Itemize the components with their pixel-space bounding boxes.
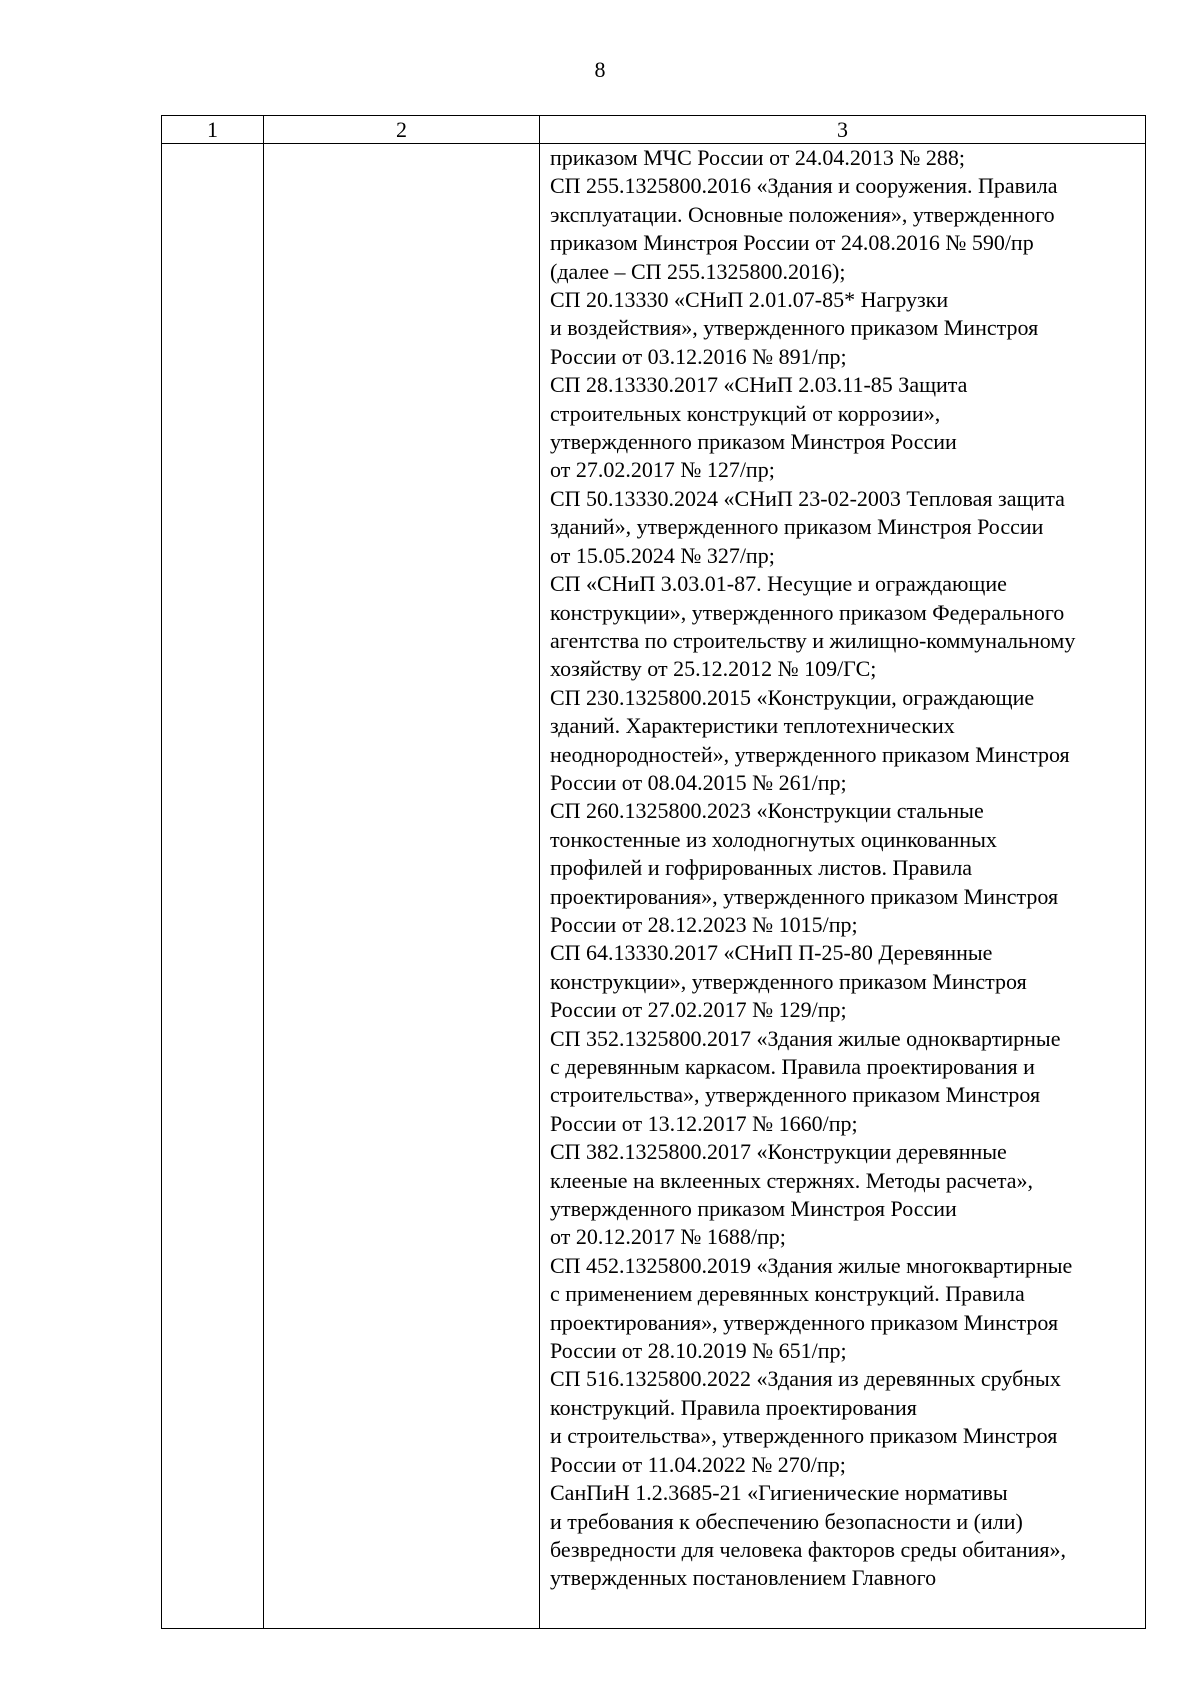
text-line: от 20.12.2017 № 1688/пр; [550,1224,786,1250]
cell-col-1 [162,144,264,1629]
text-line: России от 28.10.2019 № 651/пр; [550,1338,847,1364]
text-line: СП 20.13330 «СНиП 2.01.07-85* Нагрузки [550,287,949,313]
page-number: 8 [594,57,606,82]
text-line: профилей и гофрированных листов. Правила [550,855,973,881]
text-line: России от 11.04.2022 № 270/пр; [550,1451,846,1477]
column-header-3: 3 [540,116,1146,144]
text-line: России от 27.02.2017 № 129/пр; [550,997,847,1023]
text-line: конструкций. Правила проектирования [550,1394,917,1420]
text-line: утвержденных постановлением Главного [550,1565,937,1591]
text-line: и строительства», утвержденного приказом Минстроя [550,1423,1058,1449]
text-line: России от 08.04.2015 № 261/пр; [550,769,847,795]
table-header-row [162,116,1146,144]
text-line: конструкции», утвержденного приказом Федерального [550,599,1065,625]
text-line: проектирования», утвержденного приказом Минстроя [550,883,1059,909]
text-line: утвержденного приказом Минстроя России [550,1196,957,1222]
text-line: (далее – СП 255.1325800.2016); [550,258,846,284]
text-line: и требования к обеспечению безопасности и (или) [550,1508,1023,1534]
text-line: утвержденного приказом Минстроя России [550,429,957,455]
column-header-2: 2 [264,116,540,144]
text-line: зданий. Характеристики теплотехнических [550,713,955,739]
cell-col-2 [264,144,540,1629]
text-line: строительства», утвержденного приказом Минстроя [550,1082,1041,1108]
text-line: СП 230.1325800.2015 «Конструкции, ограждающие [550,684,1035,710]
text-line: и воздействия», утвержденного приказом Минстроя [550,315,1039,341]
text-line: эксплуатации. Основные положения», утвержденного [550,201,1055,227]
text-line: конструкции», утвержденного приказом Минстроя [550,968,1027,994]
text-line: неоднородностей», утвержденного приказом Минстроя [550,741,1070,767]
text-line: проектирования», утвержденного приказом Минстроя [550,1309,1059,1335]
text-line: с применением деревянных конструкций. Правила [550,1281,1025,1307]
table-row [162,144,1146,1629]
column-header-1: 1 [162,116,264,144]
text-line: СанПиН 1.2.3685-21 «Гигиенические нормативы [550,1480,1008,1506]
text-line: зданий», утвержденного приказом Минстроя России [550,514,1044,540]
text-line: СП 382.1325800.2017 «Конструкции деревянные [550,1139,1007,1165]
text-line: от 27.02.2017 № 127/пр; [550,457,775,483]
text-line: тонкостенные из холодногнутых оцинкованных [550,826,997,852]
text-line: СП 255.1325800.2016 «Здания и сооружения. Правила [550,173,1058,199]
text-line: СП 452.1325800.2019 «Здания жилые многоквартирные [550,1252,1073,1278]
text-line: приказом Минстроя России от 24.08.2016 № 590/пр [550,230,1034,256]
text-line: с деревянным каркасом. Правила проектирования и [550,1054,1035,1079]
text-line: России от 03.12.2016 № 891/пр; [550,343,847,369]
cell-col-3-text [540,144,1145,1593]
text-line: СП 50.13330.2024 «СНиП 23-02-2003 Тепловая защита [550,485,1065,511]
text-line: СП «СНиП 3.03.01-87. Несущие и ограждающие [550,571,1007,597]
text-line: СП 516.1325800.2022 «Здания из деревянных срубных [550,1366,1061,1392]
text-line: приказом МЧС России от 24.04.2013 № 288; [550,145,966,170]
cell-col-3 [540,144,1146,1629]
text-line: СП 352.1325800.2017 «Здания жилые одноквартирные [550,1025,1061,1051]
text-line: клееные на вклеенных стержнях. Методы расчета», [550,1167,1033,1193]
text-line: СП 64.13330.2017 «СНиП П-25-80 Деревянные [550,940,993,966]
text-line: от 15.05.2024 № 327/пр; [550,542,775,568]
text-line: агентства по строительству и жилищно-коммунальному [550,627,1076,653]
text-line: строительных конструкций от коррозии», [550,400,941,426]
text-line: России от 13.12.2017 № 1660/пр; [550,1110,858,1136]
text-line: хозяйству от 25.12.2012 № 109/ГС; [550,656,877,682]
text-line: СП 28.13330.2017 «СНиП 2.03.11-85 Защита [550,372,968,398]
text-line: безвредности для человека факторов среды обитания», [550,1536,1067,1562]
document-table [161,115,1146,1629]
text-line: СП 260.1325800.2023 «Конструкции стальные [550,798,984,824]
text-line: России от 28.12.2023 № 1015/пр; [550,911,858,937]
